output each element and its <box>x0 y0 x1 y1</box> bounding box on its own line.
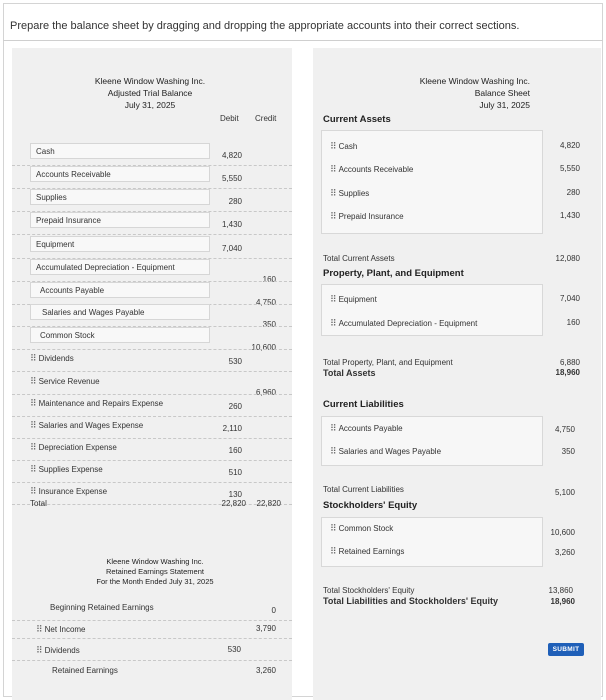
tb-row-debit: 280 <box>228 197 242 206</box>
bs-item-value: 1,430 <box>559 211 580 220</box>
tb-row-label: Cash <box>36 147 55 156</box>
re-ending-value: 3,260 <box>255 666 276 675</box>
bs-item-value: 4,820 <box>559 141 580 150</box>
bs-item-value: 5,550 <box>559 164 580 173</box>
total-ppe-label: Total Property, Plant, and Equipment <box>323 358 453 367</box>
ppe-item[interactable] <box>330 294 377 305</box>
bs-item-label: Retained Earnings <box>338 547 405 556</box>
tb-row-label: Insurance Expense <box>38 487 108 496</box>
tb-row-credit: 350 <box>262 320 276 329</box>
re-beginning-value: 0 <box>271 606 276 615</box>
tb-row-5-item <box>36 263 175 272</box>
bs-item-label: Salaries and Wages Payable <box>338 447 442 456</box>
divider <box>12 349 292 350</box>
bs-item-label: Prepaid Insurance <box>338 212 404 221</box>
current-liabilities-item[interactable] <box>330 423 403 434</box>
tb-row-debit: 510 <box>228 468 242 477</box>
total-current-liabilities-value: 5,100 <box>554 488 575 497</box>
re-dividends-item[interactable] <box>36 645 80 656</box>
total-ppe-value: 6,880 <box>559 358 580 367</box>
tb-total-label: Total <box>30 499 47 508</box>
drag-handle-icon: ⠿ <box>36 624 42 634</box>
tb-row-debit: 530 <box>228 357 242 366</box>
drag-handle-icon: ⠿ <box>330 141 336 151</box>
tb-row-label: Service Revenue <box>38 377 100 386</box>
tb-row-debit: 1,430 <box>221 220 242 229</box>
re-heading <box>80 557 230 587</box>
drag-handle-icon: ⠿ <box>30 442 36 452</box>
bs-item-value: 280 <box>566 188 580 197</box>
tb-row-credit: 160 <box>262 275 276 284</box>
drag-handle-icon: ⠿ <box>330 423 336 433</box>
tb-row-label: Accounts Receivable <box>36 170 111 179</box>
re-net-income-item[interactable] <box>36 624 86 635</box>
tb-row-credit: 10,600 <box>251 343 276 352</box>
bs-item-value: 7,040 <box>559 294 580 303</box>
divider <box>3 40 603 41</box>
tb-company: Kleene Window Washing Inc. <box>94 76 206 86</box>
drag-handle-icon: ⠿ <box>30 486 36 496</box>
total-assets-label: Total Assets <box>323 368 376 378</box>
bs-item-label: Common Stock <box>338 524 394 533</box>
tb-row-1-item <box>36 170 111 179</box>
tb-row-label: Common Stock <box>40 331 95 340</box>
divider <box>12 416 292 417</box>
tb-row-4-item <box>36 240 74 249</box>
tb-row-10-item[interactable] <box>30 376 100 387</box>
tb-row-6-item <box>40 286 104 295</box>
drag-handle-icon: ⠿ <box>30 376 36 386</box>
tb-row-debit: 7,040 <box>221 244 242 253</box>
tb-row-7-item <box>42 308 144 317</box>
bs-title: Balance Sheet <box>474 88 530 98</box>
tb-row-label: Salaries and Wages Payable <box>42 308 145 317</box>
bs-company: Kleene Window Washing Inc. <box>419 76 530 86</box>
tb-row-label: Salaries and Wages Expense <box>38 421 144 430</box>
submit-button[interactable]: SUBMIT <box>548 643 584 656</box>
tb-row-debit: 4,820 <box>221 151 242 160</box>
tb-row-15-item[interactable] <box>30 486 107 497</box>
divider <box>12 234 292 235</box>
tb-total-credit: 22,820 <box>256 499 281 508</box>
tb-row-credit: 4,750 <box>255 298 276 307</box>
drag-handle-icon: ⠿ <box>330 211 336 221</box>
drag-handle-icon: ⠿ <box>30 398 36 408</box>
tb-row-debit: 2,110 <box>222 424 242 433</box>
re-dividends-label: Dividends <box>44 646 80 655</box>
bs-item-label: Supplies <box>338 189 370 198</box>
drag-handle-icon: ⠿ <box>330 546 336 556</box>
equity-item[interactable] <box>330 523 393 534</box>
tb-row-debit: 160 <box>228 446 242 455</box>
ppe-header: Property, Plant, and Equipment <box>323 268 464 279</box>
re-net-income-label: Net Income <box>44 625 86 634</box>
tb-row-label: Prepaid Insurance <box>36 216 101 225</box>
tb-row-9-item[interactable] <box>30 353 74 364</box>
divider <box>12 394 292 395</box>
bs-item-label: Accumulated Depreciation - Equipment <box>338 319 478 328</box>
bs-item-value: 3,260 <box>554 548 575 557</box>
drag-handle-icon: ⠿ <box>330 446 336 456</box>
re-period: For the Month Ended July 31, 2025 <box>96 577 214 586</box>
tb-row-12-item[interactable] <box>30 420 143 431</box>
total-current-assets-label: Total Current Assets <box>323 254 395 263</box>
tb-row-2-item <box>36 193 67 202</box>
tb-placed-cell <box>30 143 210 159</box>
tb-row-debit: 130 <box>228 490 242 499</box>
drag-handle-icon: ⠿ <box>330 164 336 174</box>
equity-header: Stockholders' Equity <box>323 500 418 511</box>
bs-item-label: Cash <box>338 142 358 151</box>
re-dividends-value: 530 <box>227 645 241 654</box>
drag-handle-icon: ⠿ <box>330 188 336 198</box>
tb-row-label: Accumulated Depreciation - Equipment <box>36 263 175 272</box>
current-assets-header: Current Assets <box>323 114 391 125</box>
tb-row-label: Dividends <box>38 354 74 363</box>
re-ending-label: Retained Earnings <box>52 666 118 675</box>
bs-item-value: 160 <box>566 318 580 327</box>
tb-title: Adjusted Trial Balance <box>107 88 193 98</box>
divider <box>12 638 292 639</box>
total-le-value: 18,960 <box>550 597 575 606</box>
drag-handle-icon: ⠿ <box>330 523 336 533</box>
current-liabilities-header: Current Liabilities <box>323 399 404 410</box>
total-equity-value: 13,860 <box>548 586 573 595</box>
trial-balance-heading <box>80 75 220 111</box>
credit-header: Credit <box>255 114 277 123</box>
tb-row-label: Depreciation Expense <box>38 443 117 452</box>
bs-item-label: Equipment <box>338 295 377 304</box>
total-current-liabilities-label: Total Current Liabilities <box>323 485 404 494</box>
re-title: Retained Earnings Statement <box>106 567 204 576</box>
tb-row-label: Supplies Expense <box>38 465 103 474</box>
tb-row-label: Supplies <box>36 193 67 202</box>
bs-item-value: 350 <box>561 447 575 456</box>
drag-handle-icon: ⠿ <box>30 420 36 430</box>
tb-row-label: Maintenance and Repairs Expense <box>38 399 164 408</box>
bs-item-label: Accounts Receivable <box>338 165 414 174</box>
debit-header: Debit <box>220 114 239 123</box>
divider <box>12 660 292 661</box>
current-assets-item[interactable] <box>330 188 369 199</box>
re-beginning-label: Beginning Retained Earnings <box>50 603 154 612</box>
tb-row-8-item <box>40 331 95 340</box>
re-company: Kleene Window Washing Inc. <box>106 557 204 566</box>
tb-row-label: Equipment <box>36 240 75 249</box>
divider <box>12 482 292 483</box>
drag-handle-icon: ⠿ <box>30 353 36 363</box>
drag-handle-icon: ⠿ <box>330 294 336 304</box>
bs-item-value: 10,600 <box>550 528 575 537</box>
tb-row-13-item[interactable] <box>30 442 117 453</box>
tb-row-label: Accounts Payable <box>40 286 105 295</box>
current-assets-item[interactable] <box>330 211 404 222</box>
current-assets-item[interactable] <box>330 141 357 152</box>
divider <box>12 620 292 621</box>
instruction-text: Prepare the balance sheet by dragging and dropping the appropriate accounts into their correct sections. <box>10 20 520 32</box>
divider <box>12 371 292 372</box>
tb-row-0-item <box>36 147 55 156</box>
tb-row-11-item[interactable] <box>30 398 163 409</box>
equity-item[interactable] <box>330 546 404 557</box>
re-net-income-value: 3,790 <box>255 624 276 633</box>
ppe-item[interactable] <box>330 318 477 329</box>
current-liabilities-item[interactable] <box>330 446 441 457</box>
tb-total-debit: 22,820 <box>221 499 246 508</box>
bs-item-value: 4,750 <box>554 425 575 434</box>
total-equity-label: Total Stockholders' Equity <box>323 586 415 595</box>
total-le-label: Total Liabilities and Stockholders' Equity <box>323 596 498 606</box>
bs-heading <box>385 75 530 111</box>
tb-row-14-item[interactable] <box>30 464 103 475</box>
drag-handle-icon: ⠿ <box>36 645 42 655</box>
tb-date: July 31, 2025 <box>124 100 176 110</box>
bs-date: July 31, 2025 <box>479 100 530 110</box>
tb-row-debit: 260 <box>228 402 242 411</box>
tb-row-credit: 6,960 <box>255 388 276 397</box>
current-assets-item[interactable] <box>330 164 413 175</box>
total-assets-value: 18,960 <box>555 368 580 377</box>
drag-handle-icon: ⠿ <box>30 464 36 474</box>
divider <box>12 438 292 439</box>
total-current-assets-value: 12,080 <box>555 254 580 263</box>
tb-row-3-item <box>36 216 101 225</box>
divider <box>12 460 292 461</box>
tb-row-debit: 5,550 <box>221 174 242 183</box>
drag-handle-icon: ⠿ <box>330 318 336 328</box>
bs-item-label: Accounts Payable <box>338 424 403 433</box>
